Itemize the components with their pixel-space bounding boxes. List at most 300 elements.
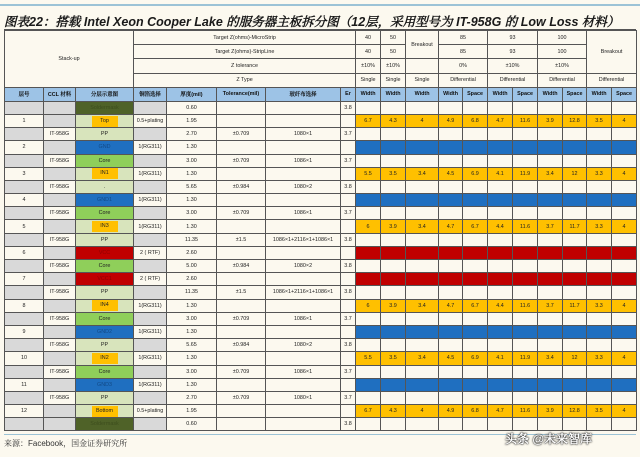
- ground-plane-cell: [538, 194, 563, 207]
- tolerance: ±0.709: [217, 154, 266, 167]
- empty-cell: [538, 180, 563, 193]
- power-plane-cell: [381, 246, 406, 259]
- watermark: 头条 @未来智库: [505, 432, 593, 446]
- thickness: 1.30: [167, 141, 217, 154]
- er-value: [341, 352, 356, 365]
- empty-cell: [587, 154, 612, 167]
- copper-foil: 0.5+plating: [134, 114, 167, 127]
- power-plane-cell: [463, 246, 488, 259]
- power-plane-cell: [563, 246, 587, 259]
- empty-cell: [587, 312, 612, 325]
- thickness: 1.30: [167, 194, 217, 207]
- trace-dimension: 4.7: [439, 299, 463, 312]
- glass-fabric: [266, 167, 341, 180]
- empty-cell: [439, 207, 463, 220]
- glass-fabric: 1080×2: [266, 339, 341, 352]
- ground-plane-cell: [563, 141, 587, 154]
- power-plane-cell: [538, 273, 563, 286]
- trace-dimension: 4.3: [381, 405, 406, 418]
- layer-diagram-cell: [76, 405, 134, 418]
- trace-dimension: 3.4: [538, 352, 563, 365]
- glass-fabric: [266, 114, 341, 127]
- empty-cell: [488, 286, 513, 299]
- trace-dimension: 3.5: [381, 167, 406, 180]
- layer-diagram-cell: [76, 299, 134, 312]
- trace-dimension: 4.7: [488, 114, 513, 127]
- layer-diagram-cell: PP: [76, 339, 134, 352]
- table-row: [5, 378, 637, 391]
- column-header: Space: [563, 87, 587, 101]
- tol-value: 0%: [439, 59, 488, 73]
- trace-dimension: 3.9: [538, 114, 563, 127]
- empty-cell: [439, 312, 463, 325]
- stackup-table: [4, 30, 637, 431]
- ground-plane-cell: [563, 378, 587, 391]
- empty-cell: [488, 101, 513, 114]
- layer-number: [5, 339, 44, 352]
- empty-cell: [563, 312, 587, 325]
- empty-cell: [538, 207, 563, 220]
- glass-fabric: [266, 378, 341, 391]
- table-row: [5, 273, 637, 286]
- empty-cell: [381, 339, 406, 352]
- empty-cell: [463, 207, 488, 220]
- tolerance: ±0.984: [217, 260, 266, 273]
- power-plane-cell: [439, 246, 463, 259]
- layer-diagram-cell: PP: [76, 391, 134, 404]
- empty-cell: [513, 207, 538, 220]
- ccl-material: [44, 299, 76, 312]
- empty-cell: [406, 418, 439, 431]
- layer-diagram-cell: GND1: [76, 194, 134, 207]
- signal-layer-block: Bottom: [92, 406, 118, 417]
- copper-foil: 1(RG311): [134, 141, 167, 154]
- empty-cell: [513, 233, 538, 246]
- ccl-material: [44, 101, 76, 114]
- trace-dimension: 6.7: [356, 405, 381, 418]
- ground-plane-cell: [513, 325, 538, 338]
- layer-number: [5, 260, 44, 273]
- empty-cell: [406, 339, 439, 352]
- tol-value: [406, 59, 439, 73]
- copper-foil: [134, 260, 167, 273]
- trace-dimension: 4.9: [439, 114, 463, 127]
- empty-cell: [513, 101, 538, 114]
- thickness: 5.65: [167, 180, 217, 193]
- column-header: Width: [356, 87, 381, 101]
- top-divider: [0, 4, 640, 6]
- trace-dimension: 3.4: [406, 220, 439, 233]
- type-value: Differential: [439, 73, 488, 87]
- empty-cell: [356, 101, 381, 114]
- empty-cell: [612, 180, 637, 193]
- copper-foil: 1(RG311): [134, 220, 167, 233]
- er-value: [341, 167, 356, 180]
- ccl-material: [44, 220, 76, 233]
- layer-number: 6: [5, 246, 44, 259]
- table-row: [5, 312, 637, 325]
- column-header: Width: [439, 87, 463, 101]
- thickness: 1.95: [167, 405, 217, 418]
- empty-cell: [356, 128, 381, 141]
- table-row: [5, 207, 637, 220]
- trace-dimension: 3.4: [538, 167, 563, 180]
- thickness: 5.65: [167, 339, 217, 352]
- copper-foil: 1(RG311): [134, 299, 167, 312]
- layer-number: 3: [5, 167, 44, 180]
- trace-dimension: 11.9: [513, 167, 538, 180]
- tol-value: ±10%: [356, 59, 381, 73]
- ground-plane-cell: [406, 194, 439, 207]
- empty-cell: [406, 260, 439, 273]
- trace-dimension: 6.7: [356, 114, 381, 127]
- ground-plane-cell: [513, 141, 538, 154]
- type-value: Differential: [538, 73, 587, 87]
- er-value: 3.8: [341, 233, 356, 246]
- tolerance: ±0.709: [217, 207, 266, 220]
- layer-number: [5, 128, 44, 141]
- layer-number: [5, 180, 44, 193]
- column-header: Width: [488, 87, 513, 101]
- empty-cell: [463, 391, 488, 404]
- empty-cell: [612, 101, 637, 114]
- glass-fabric: 1086×1: [266, 312, 341, 325]
- thickness: 3.00: [167, 154, 217, 167]
- layer-diagram-cell: [76, 114, 134, 127]
- type-value: Differential: [488, 73, 538, 87]
- copper-foil: [134, 180, 167, 193]
- copper-foil: [134, 418, 167, 431]
- er-value: 3.8: [341, 418, 356, 431]
- thickness: 11.35: [167, 286, 217, 299]
- empty-cell: [406, 233, 439, 246]
- empty-cell: [381, 233, 406, 246]
- tolerance: [217, 114, 266, 127]
- er-value: 3.7: [341, 365, 356, 378]
- empty-cell: [488, 180, 513, 193]
- ground-plane-cell: [356, 325, 381, 338]
- table-row: [5, 154, 637, 167]
- ground-plane-cell: [381, 378, 406, 391]
- ccl-material: IT-958G: [44, 391, 76, 404]
- empty-cell: [463, 154, 488, 167]
- empty-cell: [406, 391, 439, 404]
- layer-diagram-cell: Core: [76, 365, 134, 378]
- glass-fabric: [266, 325, 341, 338]
- empty-cell: [587, 207, 612, 220]
- ground-plane-cell: [513, 378, 538, 391]
- empty-cell: [563, 101, 587, 114]
- er-value: [341, 299, 356, 312]
- tolerance: [217, 299, 266, 312]
- layer-number: [5, 418, 44, 431]
- empty-cell: [513, 154, 538, 167]
- ccl-material: [44, 378, 76, 391]
- empty-cell: [463, 260, 488, 273]
- er-value: 3.7: [341, 207, 356, 220]
- ground-plane-cell: [356, 378, 381, 391]
- copper-foil: [134, 365, 167, 378]
- power-plane-cell: [488, 273, 513, 286]
- ccl-material: [44, 167, 76, 180]
- empty-cell: [439, 365, 463, 378]
- table-row: [5, 339, 637, 352]
- power-plane-cell: [356, 273, 381, 286]
- thickness: 1.95: [167, 114, 217, 127]
- tolerance: ±0.984: [217, 180, 266, 193]
- empty-cell: [513, 260, 538, 273]
- breakout-label: Breakout: [587, 31, 637, 74]
- tolerance: [217, 273, 266, 286]
- column-header-row: [5, 87, 637, 101]
- empty-cell: [488, 207, 513, 220]
- trace-dimension: 3.3: [587, 352, 612, 365]
- trace-dimension: 4.3: [381, 114, 406, 127]
- er-value: [341, 246, 356, 259]
- empty-cell: [381, 101, 406, 114]
- tolerance: [217, 352, 266, 365]
- empty-cell: [538, 286, 563, 299]
- ground-plane-cell: [406, 378, 439, 391]
- signal-layer-block: IN2: [92, 353, 118, 364]
- empty-cell: [463, 312, 488, 325]
- trace-dimension: 3.7: [538, 299, 563, 312]
- er-value: [341, 325, 356, 338]
- ground-plane-cell: [439, 141, 463, 154]
- tolerance: ±0.709: [217, 391, 266, 404]
- thickness: 11.35: [167, 233, 217, 246]
- layer-diagram-cell: VCC1: [76, 273, 134, 286]
- trace-dimension: 4: [612, 114, 637, 127]
- trace-dimension: 11.9: [513, 352, 538, 365]
- empty-cell: [513, 180, 538, 193]
- empty-cell: [406, 286, 439, 299]
- er-value: 3.8: [341, 339, 356, 352]
- tolerance: ±0.984: [217, 339, 266, 352]
- trace-dimension: 3.4: [406, 352, 439, 365]
- layer-diagram-cell: [76, 167, 134, 180]
- empty-cell: [538, 154, 563, 167]
- trace-dimension: 5.5: [356, 167, 381, 180]
- empty-cell: [612, 154, 637, 167]
- empty-cell: [381, 180, 406, 193]
- figure-title: 图表22：搭载 Intel Xeon Cooper Lake 的服务器主板拆分图（12层，采用型号为 IT-958G 的 Low Loss 材料）: [4, 15, 620, 29]
- power-plane-cell: [488, 246, 513, 259]
- empty-cell: [587, 101, 612, 114]
- copper-foil: 1(RG311): [134, 167, 167, 180]
- trace-dimension: 6.7: [463, 220, 488, 233]
- er-value: 3.8: [341, 260, 356, 273]
- copper-foil: [134, 286, 167, 299]
- table-row: [5, 167, 637, 180]
- ccl-material: IT-958G: [44, 128, 76, 141]
- empty-cell: [488, 260, 513, 273]
- thickness: 2.60: [167, 246, 217, 259]
- trace-dimension: 11.6: [513, 114, 538, 127]
- tol-value: ±10%: [538, 59, 587, 73]
- ground-plane-cell: [488, 194, 513, 207]
- empty-cell: [513, 339, 538, 352]
- trace-dimension: 12: [563, 167, 587, 180]
- layer-number: 11: [5, 378, 44, 391]
- trace-dimension: 3.3: [587, 299, 612, 312]
- tolerance: ±1.5: [217, 233, 266, 246]
- power-plane-cell: [587, 273, 612, 286]
- ground-plane-cell: [463, 194, 488, 207]
- thickness: 1.30: [167, 299, 217, 312]
- strip-value: 93: [488, 45, 538, 59]
- signal-layer-block: IN4: [92, 300, 118, 311]
- column-header: 分层示意图: [76, 87, 134, 101]
- empty-cell: [356, 286, 381, 299]
- empty-cell: [356, 207, 381, 220]
- empty-cell: [563, 207, 587, 220]
- trace-dimension: 3.9: [381, 220, 406, 233]
- empty-cell: [488, 391, 513, 404]
- layer-number: 4: [5, 194, 44, 207]
- thickness: 2.60: [167, 273, 217, 286]
- layer-diagram-cell: [76, 220, 134, 233]
- empty-cell: [587, 339, 612, 352]
- trace-dimension: 4.5: [439, 167, 463, 180]
- layer-diagram-cell: Core: [76, 154, 134, 167]
- ground-plane-cell: [513, 194, 538, 207]
- source-note: 来源：Facebook，国金证券研究所: [4, 439, 128, 448]
- z-tolerance-label: Z tolerance: [134, 59, 356, 73]
- empty-cell: [563, 128, 587, 141]
- power-plane-cell: [406, 273, 439, 286]
- glass-fabric: [266, 299, 341, 312]
- ground-plane-cell: [488, 141, 513, 154]
- trace-dimension: 4: [406, 114, 439, 127]
- table-row: [5, 220, 637, 233]
- trace-dimension: 4.7: [439, 220, 463, 233]
- column-header: Width: [587, 87, 612, 101]
- layer-diagram-cell: PP: [76, 128, 134, 141]
- tolerance: ±0.709: [217, 365, 266, 378]
- column-header: 玻纤布选择: [266, 87, 341, 101]
- glass-fabric: 1086×1: [266, 154, 341, 167]
- empty-cell: [439, 233, 463, 246]
- ccl-material: [44, 194, 76, 207]
- trace-dimension: 4: [612, 167, 637, 180]
- power-plane-cell: [381, 273, 406, 286]
- table-row: [5, 233, 637, 246]
- er-value: 3.8: [341, 286, 356, 299]
- trace-dimension: 6.8: [463, 114, 488, 127]
- copper-foil: [134, 128, 167, 141]
- empty-cell: [439, 128, 463, 141]
- layer-number: [5, 101, 44, 114]
- tolerance: [217, 141, 266, 154]
- empty-cell: [513, 365, 538, 378]
- empty-cell: [488, 418, 513, 431]
- ground-plane-cell: [381, 141, 406, 154]
- empty-cell: [356, 154, 381, 167]
- trace-dimension: 4.7: [488, 405, 513, 418]
- micro-value: 40: [356, 31, 381, 45]
- trace-dimension: 3.3: [587, 220, 612, 233]
- thickness: 3.00: [167, 207, 217, 220]
- empty-cell: [356, 233, 381, 246]
- empty-cell: [381, 207, 406, 220]
- micro-value: 50: [381, 31, 406, 45]
- empty-cell: [406, 207, 439, 220]
- layer-number: 5: [5, 220, 44, 233]
- copper-foil: [134, 312, 167, 325]
- ccl-material: [44, 246, 76, 259]
- empty-cell: [612, 339, 637, 352]
- ground-plane-cell: [587, 325, 612, 338]
- strip-value: 40: [356, 45, 381, 59]
- empty-cell: [439, 101, 463, 114]
- tolerance: [217, 405, 266, 418]
- micro-value: 93: [488, 31, 538, 45]
- copper-foil: [134, 154, 167, 167]
- ground-plane-cell: [563, 325, 587, 338]
- layer-number: 8: [5, 299, 44, 312]
- empty-cell: [612, 128, 637, 141]
- layer-diagram-cell: GND: [76, 141, 134, 154]
- ground-plane-cell: [612, 141, 637, 154]
- trace-dimension: 12.8: [563, 114, 587, 127]
- empty-cell: [612, 233, 637, 246]
- ground-plane-cell: [439, 325, 463, 338]
- empty-cell: [587, 418, 612, 431]
- layer-diagram-cell: GND3: [76, 378, 134, 391]
- trace-dimension: 4.4: [488, 220, 513, 233]
- column-header: 层号: [5, 87, 44, 101]
- type-value: Single: [381, 73, 406, 87]
- empty-cell: [587, 391, 612, 404]
- column-header: CCL 材料: [44, 87, 76, 101]
- thickness: 3.00: [167, 312, 217, 325]
- empty-cell: [463, 233, 488, 246]
- ccl-material: IT-958G: [44, 339, 76, 352]
- trace-dimension: 4: [612, 299, 637, 312]
- copper-foil: 1(RG311): [134, 325, 167, 338]
- layer-number: 10: [5, 352, 44, 365]
- ccl-material: [44, 114, 76, 127]
- table-row: [5, 101, 637, 114]
- trace-dimension: 11.7: [563, 299, 587, 312]
- empty-cell: [406, 312, 439, 325]
- er-value: [341, 141, 356, 154]
- empty-cell: [587, 233, 612, 246]
- empty-cell: [439, 339, 463, 352]
- layer-diagram-cell: Core: [76, 207, 134, 220]
- table-row: [5, 194, 637, 207]
- layer-diagram-cell: Core: [76, 260, 134, 273]
- ccl-material: [44, 141, 76, 154]
- empty-cell: [513, 312, 538, 325]
- copper-foil: 0.5+plating: [134, 405, 167, 418]
- tolerance: ±0.709: [217, 312, 266, 325]
- tol-value: ±10%: [381, 59, 406, 73]
- empty-cell: [463, 101, 488, 114]
- empty-cell: [538, 391, 563, 404]
- layer-number: [5, 154, 44, 167]
- power-plane-cell: [538, 246, 563, 259]
- empty-cell: [513, 286, 538, 299]
- trace-dimension: 6.9: [463, 167, 488, 180]
- column-header: Width: [406, 87, 439, 101]
- empty-cell: [356, 180, 381, 193]
- ground-plane-cell: [612, 194, 637, 207]
- table-row: [5, 405, 637, 418]
- empty-cell: [406, 365, 439, 378]
- thickness: 1.30: [167, 378, 217, 391]
